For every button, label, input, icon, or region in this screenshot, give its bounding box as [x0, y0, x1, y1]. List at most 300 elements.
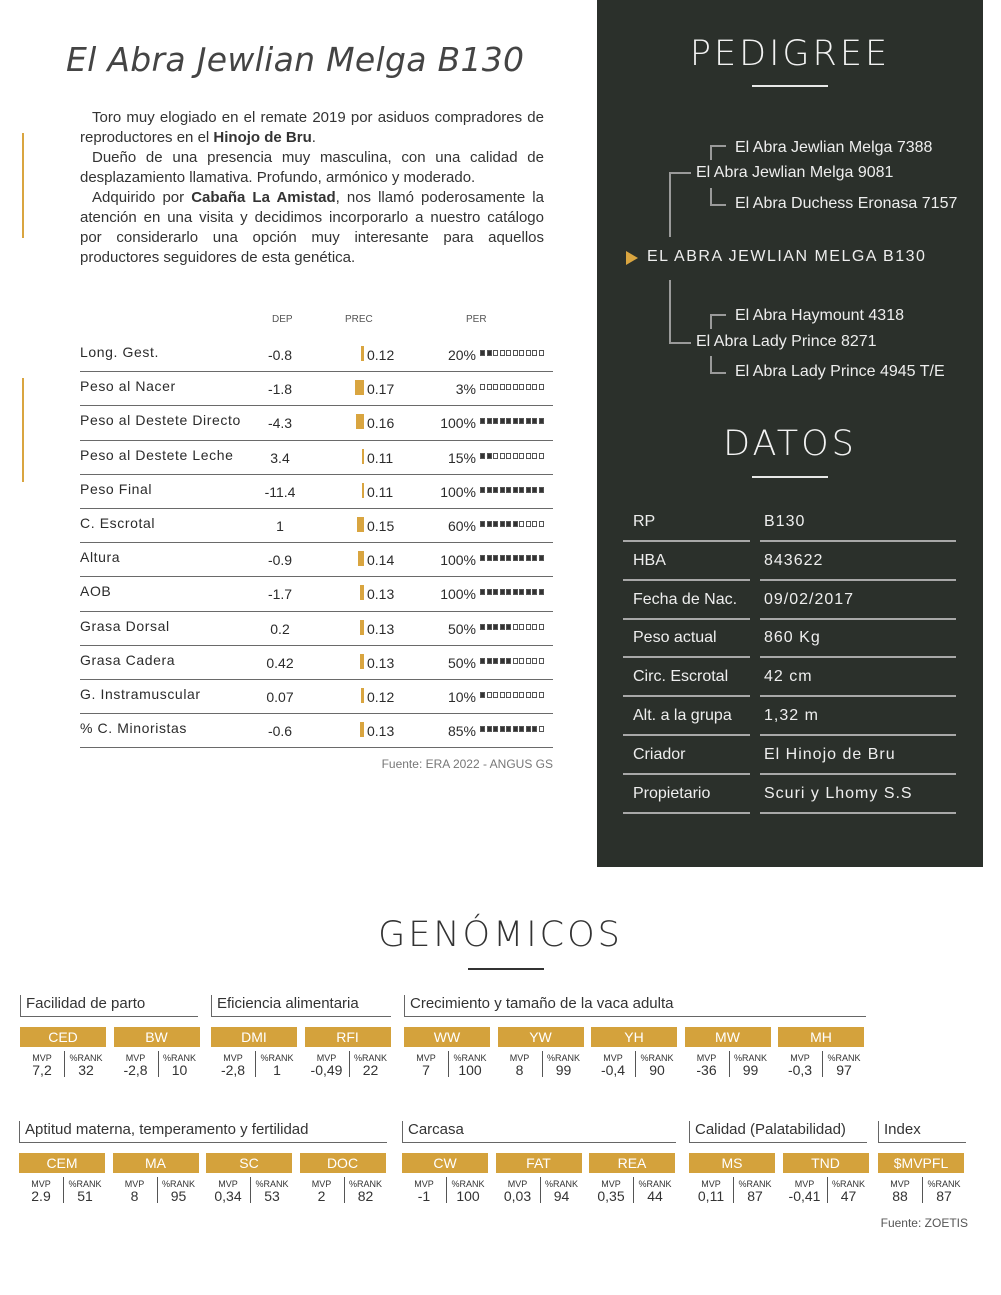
- prec-bar: [360, 620, 364, 635]
- mvp-value: 7,2: [32, 1062, 52, 1078]
- epd-per: 50%: [447, 620, 476, 637]
- underline: [623, 579, 750, 581]
- trait-code: CEM: [19, 1153, 105, 1173]
- mvp-value: 7: [422, 1062, 430, 1078]
- genomic-group-title: Index: [884, 1121, 921, 1138]
- percentile-dot: [500, 658, 505, 664]
- genomic-group-title: Eficiencia alimentaria: [217, 995, 359, 1012]
- mvp-label: MVP: [507, 1179, 528, 1189]
- percentile-dot: [513, 726, 518, 732]
- rank-value: 51: [77, 1188, 93, 1204]
- epd-row: [80, 680, 553, 714]
- group-bracket: [20, 995, 21, 1016]
- epd-table: [80, 310, 553, 748]
- mvp-label: MVP: [414, 1179, 434, 1189]
- percentile-dot: [513, 521, 518, 527]
- percentile-dot: [500, 384, 505, 390]
- epd-dep: -1.7: [267, 586, 293, 603]
- percentile-dot: [539, 726, 544, 732]
- pedigree-line: [669, 342, 691, 344]
- percentile-dot: [526, 692, 531, 698]
- percentile-dot: [493, 418, 498, 424]
- datos-heading: DATOS: [723, 424, 857, 464]
- percentile-dot: [506, 418, 511, 424]
- prec-bar: [358, 551, 364, 566]
- percentile-dot: [526, 384, 531, 390]
- rank-label: %RANK: [353, 1053, 387, 1063]
- pedigree-sire: El Abra Jewlian Melga 9081: [696, 164, 894, 181]
- percentile-dot: [539, 658, 544, 664]
- pedigree-line: [669, 280, 671, 344]
- mvp-value: -0,49: [310, 1062, 343, 1078]
- epd-label: Peso al Destete Leche: [80, 446, 234, 463]
- percentile-dot: [513, 418, 518, 424]
- heading-underline: [752, 476, 828, 478]
- epd-label: Peso al Destete Directo: [80, 412, 241, 429]
- epd-per: 60%: [447, 517, 476, 534]
- epd-rows: [80, 338, 553, 748]
- percentile-dot: [513, 692, 518, 698]
- percentile-dot: [506, 589, 511, 595]
- rank-value: 95: [170, 1188, 187, 1204]
- datos-row: [620, 584, 960, 620]
- rank-label: %RANK: [831, 1179, 865, 1189]
- percentile-dot: [532, 658, 537, 664]
- rank-label: %RANK: [640, 1053, 674, 1063]
- percentile-dot: [493, 589, 498, 595]
- breeder-name: Hinojo de Bru: [213, 129, 312, 146]
- datos-row: [620, 622, 960, 658]
- epd-per: 10%: [447, 688, 476, 705]
- percentile-dot: [487, 555, 492, 561]
- percentile-dot: [513, 658, 518, 664]
- percentile-dots: [480, 418, 544, 424]
- percentile-dot: [500, 453, 505, 459]
- datos-value: 42 cm: [764, 668, 813, 686]
- mvp-value: 8: [515, 1062, 524, 1078]
- divider: [635, 1051, 636, 1077]
- datos-key: Criador: [633, 745, 686, 763]
- divider: [729, 1051, 730, 1077]
- rank-label: %RANK: [733, 1053, 767, 1063]
- prec-header: PREC: [345, 314, 373, 325]
- prec-bar: [356, 414, 364, 429]
- pedigree-line: [669, 172, 671, 237]
- rank-label: %RANK: [260, 1053, 294, 1063]
- trait-code: SC: [206, 1153, 292, 1173]
- percentile-dot: [513, 555, 518, 561]
- underline: [623, 695, 750, 697]
- percentile-dot: [493, 692, 498, 698]
- pedigree-line: [710, 204, 726, 206]
- prec-bar: [355, 380, 364, 395]
- prec-bar: [360, 585, 364, 600]
- percentile-dot: [500, 350, 505, 356]
- pedigree-line: [710, 314, 712, 329]
- heading-underline: [468, 968, 544, 970]
- mvp-label: MVP: [416, 1053, 436, 1063]
- percentile-dot: [493, 384, 498, 390]
- divider: [64, 1051, 65, 1077]
- percentile-dot: [513, 589, 518, 595]
- divider: [922, 1177, 923, 1203]
- mvp-label: MVP: [32, 1053, 52, 1063]
- epd-row: [80, 714, 553, 748]
- epd-row: [80, 441, 553, 475]
- trait-code: BW: [114, 1027, 200, 1047]
- rank-value: 47: [840, 1188, 857, 1204]
- trait-code: RFI: [305, 1027, 391, 1047]
- mvp-value: 8: [130, 1188, 139, 1204]
- rank-label: %RANK: [638, 1179, 672, 1189]
- percentile-dot: [539, 624, 544, 630]
- rank-label: %RANK: [927, 1179, 961, 1189]
- percentile-dot: [539, 384, 544, 390]
- trait-code: YW: [498, 1027, 584, 1047]
- percentile-dot: [526, 487, 531, 493]
- percentile-dot: [487, 624, 492, 630]
- group-underline: [19, 1142, 387, 1143]
- group-bracket: [211, 995, 212, 1016]
- percentile-dots: [480, 487, 544, 493]
- pedigree-sire-dam: El Abra Duchess Eronasa 7157: [735, 195, 958, 212]
- mvp-label: MVP: [31, 1179, 51, 1189]
- dep-header: DEP: [272, 314, 293, 325]
- pedigree-dam-sire: El Abra Haymount 4318: [735, 307, 904, 324]
- percentile-dot: [532, 453, 537, 459]
- prec-bar: [361, 688, 364, 703]
- mvp-value: -0,3: [787, 1062, 813, 1078]
- intro-text-span: Toro muy elogiado en el remate 2019 por asiduos compradores de reproductores en el: [80, 109, 544, 146]
- underline: [760, 579, 956, 581]
- epd-row: [80, 577, 553, 611]
- underline: [760, 656, 956, 658]
- rank-value: 22: [362, 1062, 379, 1078]
- percentile-dot: [493, 350, 498, 356]
- percentile-dot: [493, 453, 498, 459]
- percentile-dot: [506, 726, 511, 732]
- mvp-value: 0,11: [697, 1188, 725, 1204]
- epd-prec: 0.13: [367, 723, 395, 740]
- rank-value: 99: [742, 1062, 759, 1078]
- epd-label: G. Instramuscular: [80, 685, 201, 702]
- prec-bar: [357, 517, 364, 532]
- page-title: El Abra Jewlian Melga B130: [66, 40, 525, 79]
- divider: [63, 1177, 64, 1203]
- epd-label: Grasa Cadera: [80, 651, 176, 668]
- epd-prec: 0.11: [367, 483, 394, 500]
- percentile-dot: [493, 624, 498, 630]
- rank-value: 99: [555, 1062, 572, 1078]
- mvp-value: -2,8: [220, 1062, 246, 1078]
- genomic-group-title: Carcasa: [408, 1121, 464, 1138]
- percentile-dot: [493, 521, 498, 527]
- pedigree-dam: El Abra Lady Prince 8271: [696, 333, 877, 350]
- percentile-dot: [519, 453, 524, 459]
- datos-key: Fecha de Nac.: [633, 590, 738, 608]
- rank-label: %RANK: [68, 1179, 102, 1189]
- percentile-dot: [500, 418, 505, 424]
- percentile-dot: [519, 350, 524, 356]
- epd-row: [80, 612, 553, 646]
- mvp-label: MVP: [509, 1053, 530, 1063]
- datos-value: 09/02/2017: [764, 590, 855, 608]
- percentile-dot: [480, 418, 485, 424]
- rank-label: %RANK: [348, 1179, 382, 1189]
- trait-code: CW: [402, 1153, 488, 1173]
- percentile-dot: [480, 692, 485, 698]
- percentile-dot: [526, 453, 531, 459]
- group-underline: [20, 1016, 198, 1017]
- trait-code: MW: [685, 1027, 771, 1047]
- heading-underline: [752, 85, 828, 87]
- mvp-value: -2,8: [123, 1062, 148, 1078]
- group-bracket: [404, 995, 405, 1016]
- percentile-dot: [532, 555, 537, 561]
- mvp-label: MVP: [316, 1053, 337, 1063]
- epd-per: 100%: [440, 552, 476, 569]
- datos-value: 1,32 m: [764, 707, 819, 724]
- group-bracket: [402, 1121, 403, 1142]
- genomic-group-title: Facilidad de parto: [26, 995, 146, 1012]
- mvp-label: MVP: [601, 1179, 621, 1189]
- divider: [349, 1051, 350, 1077]
- percentile-dot: [532, 589, 537, 595]
- percentile-dot: [539, 589, 544, 595]
- percentile-dot: [526, 726, 531, 732]
- genomicos-source: Fuente: ZOETIS: [880, 1216, 968, 1230]
- percentile-dot: [487, 658, 492, 664]
- mvp-value: 2.9: [31, 1188, 51, 1204]
- percentile-dot: [480, 658, 485, 664]
- mvp-value: -1: [417, 1188, 431, 1204]
- percentile-dot: [519, 692, 524, 698]
- epd-per: 100%: [440, 483, 476, 500]
- epd-prec: 0.12: [367, 347, 395, 363]
- pedigree-panel: [597, 0, 983, 867]
- percentile-dot: [526, 555, 531, 561]
- group-underline: [878, 1142, 966, 1143]
- epd-row: [80, 646, 553, 680]
- trait-code: TND: [783, 1153, 869, 1173]
- pedigree-line: [710, 145, 726, 147]
- datos-value: 843622: [764, 551, 824, 569]
- percentile-dot: [506, 692, 511, 698]
- datos-key: HBA: [633, 551, 666, 569]
- percentile-dot: [506, 624, 511, 630]
- epd-per: 20%: [447, 347, 476, 363]
- trait-code: MS: [689, 1153, 775, 1173]
- trait-code: REA: [589, 1153, 675, 1173]
- percentile-dots: [480, 555, 544, 561]
- epd-per: 50%: [447, 654, 476, 671]
- rank-value: 90: [649, 1062, 665, 1078]
- group-underline: [689, 1142, 867, 1143]
- epd-dep: 0.07: [266, 688, 294, 705]
- datos-row: [620, 700, 960, 736]
- epd-label: Peso al Nacer: [80, 378, 176, 395]
- percentile-dot: [500, 624, 505, 630]
- mvp-value: -36: [696, 1062, 717, 1078]
- percentile-dot: [513, 453, 518, 459]
- epd-dep: -0.8: [267, 347, 293, 363]
- mvp-label: MVP: [696, 1053, 717, 1063]
- prec-bar: [362, 449, 364, 464]
- percentile-dot: [480, 521, 485, 527]
- group-underline: [211, 1016, 391, 1017]
- percentile-dot: [519, 726, 524, 732]
- pedigree-dam-dam: El Abra Lady Prince 4945 T/E: [735, 363, 945, 380]
- percentile-dot: [487, 487, 492, 493]
- pedigree-heading: PEDIGREE: [689, 34, 891, 74]
- rank-label: %RANK: [451, 1179, 485, 1189]
- prec-bar: [360, 722, 364, 737]
- genomic-group-title: Aptitud materna, temperamento y fertilidad: [25, 1121, 309, 1138]
- epd-source: Fuente: ERA 2022 - ANGUS GS: [381, 757, 553, 771]
- percentile-dot: [519, 521, 524, 527]
- percentile-dots: [480, 692, 544, 698]
- percentile-dot: [539, 521, 544, 527]
- epd-dep: 1: [276, 517, 284, 534]
- epd-prec: 0.15: [367, 517, 395, 534]
- divider: [344, 1177, 345, 1203]
- trait-code: DOC: [300, 1153, 386, 1173]
- percentile-dot: [526, 658, 531, 664]
- epd-prec: 0.13: [367, 620, 395, 637]
- rank-label: %RANK: [546, 1053, 580, 1063]
- percentile-dot: [480, 453, 485, 459]
- rank-label: %RANK: [827, 1053, 861, 1063]
- percentile-dots: [480, 726, 544, 732]
- underline: [760, 695, 956, 697]
- pedigree-line: [710, 145, 712, 160]
- epd-per: 85%: [447, 723, 476, 740]
- datos-key: Propietario: [633, 784, 711, 802]
- rank-value: 100: [458, 1062, 482, 1078]
- trait-code: CED: [20, 1027, 106, 1047]
- percentile-dot: [480, 624, 485, 630]
- percentile-dot: [519, 555, 524, 561]
- trait-code: MH: [778, 1027, 864, 1047]
- underline: [760, 618, 956, 620]
- rank-value: 44: [647, 1188, 663, 1204]
- percentile-dot: [493, 487, 498, 493]
- rank-value: 87: [936, 1188, 952, 1204]
- group-bracket: [878, 1121, 879, 1142]
- percentile-dot: [506, 658, 511, 664]
- percentile-dot: [500, 589, 505, 595]
- percentile-dot: [526, 418, 531, 424]
- epd-dep: -0.9: [267, 552, 293, 569]
- datos-key: RP: [633, 513, 656, 530]
- intro-text: [80, 108, 544, 268]
- divider: [542, 1051, 543, 1077]
- mvp-value: 0,03: [503, 1188, 532, 1204]
- percentile-dot: [506, 521, 511, 527]
- percentile-dots: [480, 521, 544, 527]
- divider: [157, 1177, 158, 1203]
- group-underline: [402, 1142, 676, 1143]
- datos-key: Alt. a la grupa: [633, 707, 732, 724]
- genomic-group-title: Crecimiento y tamaño de la vaca adulta: [410, 995, 674, 1012]
- datos-row: [620, 778, 960, 814]
- epd-dep: -11.4: [264, 483, 296, 500]
- prec-bar: [362, 483, 364, 498]
- epd-prec: 0.12: [367, 688, 395, 705]
- percentile-dot: [500, 692, 505, 698]
- mvp-value: 2: [317, 1188, 326, 1204]
- divider: [255, 1051, 256, 1077]
- rank-value: 94: [553, 1188, 570, 1204]
- percentile-dot: [519, 418, 524, 424]
- rank-label: %RANK: [162, 1053, 196, 1063]
- percentile-dot: [513, 384, 518, 390]
- mvp-value: -0,41: [788, 1188, 821, 1204]
- datos-row: [620, 545, 960, 581]
- rank-value: 1: [273, 1062, 281, 1078]
- epd-prec: 0.13: [367, 654, 395, 671]
- epd-per: 15%: [447, 449, 476, 466]
- underline: [623, 734, 750, 736]
- prec-bar: [361, 346, 364, 361]
- epd-prec: 0.16: [367, 415, 395, 432]
- trait-code: $MVPFL: [878, 1153, 964, 1173]
- intro-text-span: Adquirido por: [92, 189, 192, 206]
- epd-per: 100%: [440, 586, 476, 603]
- percentile-dots: [480, 453, 544, 459]
- percentile-dot: [532, 487, 537, 493]
- epd-row: [80, 475, 553, 509]
- mvp-label: MVP: [701, 1179, 721, 1189]
- accent-bar: [22, 133, 24, 238]
- datos-value: 860 Kg: [764, 629, 821, 647]
- divider: [446, 1177, 447, 1203]
- epd-dep: 0.42: [266, 654, 294, 671]
- percentile-dot: [539, 453, 544, 459]
- epd-prec: 0.14: [367, 552, 395, 569]
- epd-row: [80, 509, 553, 543]
- mvp-value: 88: [892, 1188, 908, 1204]
- underline: [623, 618, 750, 620]
- percentile-dot: [487, 384, 492, 390]
- rank-label: %RANK: [161, 1179, 195, 1189]
- epd-dep: -1.8: [267, 381, 293, 398]
- cabana-name: Cabaña La Amistad: [191, 189, 336, 206]
- epd-prec: 0.17: [367, 381, 395, 398]
- mvp-label: MVP: [890, 1179, 910, 1189]
- mvp-value: 0,34: [214, 1188, 242, 1204]
- divider: [733, 1177, 734, 1203]
- prec-bar: [360, 654, 364, 669]
- percentile-dot: [539, 487, 544, 493]
- pedigree-line: [710, 314, 726, 316]
- percentile-dot: [487, 453, 492, 459]
- percentile-dot: [487, 521, 492, 527]
- epd-dep: 3.4: [270, 449, 290, 466]
- epd-label: % C. Minoristas: [80, 720, 188, 737]
- epd-prec: 0.11: [367, 449, 394, 466]
- percentile-dot: [487, 589, 492, 595]
- datos-value: B130: [764, 513, 806, 530]
- pedigree-sire-sire: El Abra Jewlian Melga 7388: [735, 139, 933, 156]
- accent-bar: [22, 378, 24, 482]
- percentile-dot: [493, 658, 498, 664]
- rank-value: 87: [747, 1188, 763, 1204]
- intro-text-span: .: [311, 129, 316, 146]
- percentile-dot: [526, 624, 531, 630]
- rank-value: 32: [78, 1062, 94, 1078]
- rank-label: %RANK: [69, 1053, 103, 1063]
